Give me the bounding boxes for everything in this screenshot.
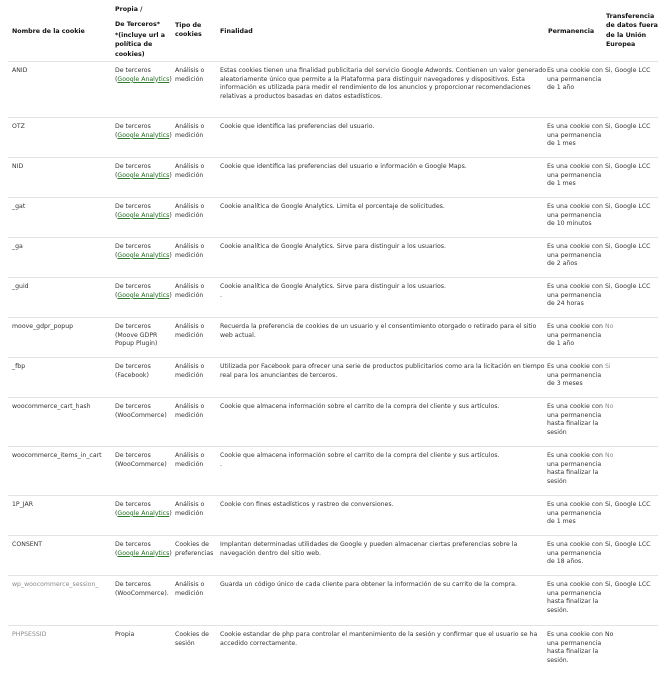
cookie-transfer: Si, Google LCC [605,283,651,290]
cookie-purpose [220,501,550,510]
cookie-name: _guid [12,283,29,290]
cookie-duration: Es una cookie con una permanencia de 1 año [547,67,603,92]
cookie-origin-suffix: ) [169,75,172,83]
cookie-origin-text: De terceros (Moove GDPR Popup Plugin) [115,323,158,348]
cookie-duration: Es una cookie con una permanencia de 1 año [547,323,603,348]
cookie-purpose-text: Cookie que almacena información sobre el carrito de la compra del cliente y sus artículos. [220,452,500,459]
cookie-kind: Cookies de sesión [175,631,209,647]
google-analytics-link[interactable]: Google Analytics [117,75,170,83]
cookie-origin-text: De terceros (Facebook) [115,363,151,379]
cookie-purpose [220,631,550,648]
table-row [8,61,658,118]
cookie-origin [115,123,173,140]
header-origin [115,5,171,66]
cookie-transfer: No [605,631,614,638]
cookie-duration: Es una cookie con una permanencia de 2 años [547,243,603,268]
cookie-origin [115,283,173,300]
cookie-duration: Es una cookie con una permanencia de 1 mes [547,501,603,526]
cookie-origin-text: De terceros ( [115,243,151,259]
cookie-purpose [220,283,550,300]
header-origin-line1: Propia / [115,6,143,13]
cookie-kind: Análisis o medición [175,581,205,597]
google-analytics-link[interactable]: Google Analytics [117,291,170,299]
google-analytics-link[interactable]: Google Analytics [117,509,170,517]
cookie-transfer: Si, Google LCC [605,501,651,508]
cookie-origin [115,243,173,260]
cookie-origin [115,631,173,640]
google-analytics-link[interactable]: Google Analytics [117,171,170,179]
cookie-origin-text: De terceros ( [115,541,151,557]
cookie-origin-suffix: ) [169,251,172,259]
header-transfer: Transferencia de datos fuera de la Unión Europea [606,13,658,49]
cookie-purpose-text: Utilizada por Facebook para ofrecer una serie de productos publicitarios como ara la licitación en tiempo real para los anunciantes de terceros. [220,363,545,379]
cookie-duration: Es una cookie con una permanencia de 10 minutos [547,203,603,228]
cookie-transfer: No [605,403,614,410]
cookie-kind: Análisis o medición [175,163,205,179]
cookie-name: woocommerce_cart_hash [12,403,91,410]
cookie-origin-suffix: ) [169,509,172,517]
table-row [8,575,658,626]
cookie-origin [115,452,173,469]
cookie-transfer: Si [605,363,611,370]
cookie-purpose-extra: . [220,291,222,299]
header-origin-note: *(incluye url a política de cookies) [115,31,165,58]
cookie-purpose-text: Cookie analítica de Google Analytics. Sirve para distinguir a los usuarios. [220,243,446,250]
cookie-transfer: Si, Google LCC [605,163,651,170]
cookie-purpose-text: Implantan determinadas utilidades de Google y pueden almacenar ciertas preferencias sobre la navegación dentro del sitio web. [220,541,518,557]
cookie-transfer: Si, Google LCC [605,581,651,588]
google-analytics-link[interactable]: Google Analytics [117,251,170,259]
cookie-kind: Análisis o medición [175,403,205,419]
header-duration: Permanencia [548,28,595,35]
cookie-name: ANID [12,67,28,74]
cookie-purpose [220,323,550,340]
header-name: Nombre de la cookie [12,28,85,35]
table-row [8,446,658,496]
cookie-purpose-text: Estas cookies tienen una finalidad publicitaria del servicio Google Adwords. Contienen un valor generado aleatoriamente único que permite a la Plataforma para distinguir navegadores y dispositivos. Esta información es utilizada para medir el rendimiento de los anuncios y proporcionar recomendaciones relativas a productos basadas en datos estadísticos. [220,67,547,101]
cookie-duration: Es una cookie con una permanencia hasta finalizar la sesión. [547,631,603,665]
cookie-origin-suffix: ) [169,131,172,139]
cookie-origin-text: De terceros ( [115,123,151,139]
cookie-duration: Es una cookie con una permanencia hasta finalizar la sesión [547,452,603,486]
cookie-origin-text: De terceros ( [115,203,151,219]
cookie-transfer: No [605,323,614,330]
cookie-origin-suffix: ) [169,291,172,299]
cookie-purpose-text: Cookie que identifica las preferencias del usuario. [220,123,375,130]
cookie-name: OTZ [12,123,25,130]
cookie-origin-text: De terceros ( [115,163,151,179]
cookie-duration: Es una cookie con una permanencia de 1 mes [547,123,603,148]
cookie-purpose [220,243,550,252]
cookie-kind: Análisis o medición [175,203,205,219]
table-row [8,277,658,318]
cookie-purpose [220,163,550,172]
cookie-name: _ga [12,243,23,250]
cookie-duration: Es una cookie con una permanencia de 18 años. [547,541,603,566]
cookie-origin [115,163,173,180]
cookie-purpose [220,123,550,132]
cookie-purpose-text: Guarda un código único de cada cliente para obtener la información de su carrito de la compra. [220,581,517,588]
cookie-transfer: Si, Google LCC [605,203,651,210]
cookie-kind: Análisis o medición [175,243,205,259]
cookie-purpose [220,581,550,590]
google-analytics-link[interactable]: Google Analytics [117,211,170,219]
cookie-transfer: Si, Google LCC [605,123,651,130]
cookie-origin [115,501,173,518]
header-kind: Tipo de cookies [175,22,202,39]
cookie-purpose-text: Recuerda la preferencia de cookies de un usuario y el consentimiento otorgado o retirado para el sitio web actual. [220,323,537,339]
cookie-kind: Cookies de preferencias [175,541,214,557]
cookie-kind: Análisis o medición [175,67,205,83]
cookie-purpose [220,203,550,212]
cookie-origin [115,403,173,420]
table-row [8,117,658,158]
cookie-origin-text: De terceros ( [115,283,151,299]
google-analytics-link[interactable]: Google Analytics [117,131,170,139]
google-analytics-link[interactable]: Google Analytics [117,549,170,557]
cookie-purpose-text: Cookie que identifica las preferencias del usuario e información e Google Maps. [220,163,467,170]
cookie-duration: Es una cookie con una permanencia de 1 mes [547,163,603,188]
table-row [8,397,658,447]
cookie-name: moove_gdpr_popup [12,323,74,330]
cookie-origin-suffix: ) [169,171,172,179]
table-row [8,157,658,198]
cookie-kind: Análisis o medición [175,123,205,139]
cookie-name: woocommerce_items_in_cart [12,452,102,459]
cookie-origin-text: De terceros ( [115,501,151,517]
cookie-origin [115,363,173,380]
table-row [8,495,658,536]
cookie-name: _gat [12,203,26,210]
cookie-origin [115,581,173,598]
cookie-purpose [220,363,550,380]
cookie-kind: Análisis o medición [175,323,205,339]
cookie-name: _fbp [12,363,26,370]
cookie-origin-suffix: ) [169,549,172,557]
cookie-origin-suffix: ) [169,211,172,219]
cookie-kind: Análisis o medición [175,452,205,468]
cookie-purpose-text: Cookie con fines estadísticos y rastreo de conversiones. [220,501,394,508]
cookie-purpose-text: Cookie estandar de php para controlar el mantenimiento de la sesión y confirmar que el usuario se ha accedido correctamente. [220,631,538,647]
cookie-kind: Análisis o medición [175,501,205,517]
cookie-transfer: Si, Google LCC [605,243,651,250]
cookie-duration: Es una cookie con una permanencia de 24 horas [547,283,603,308]
cookie-duration: Es una cookie con una permanencia de 3 meses [547,363,603,388]
cookie-kind: Análisis o medición [175,283,205,299]
cookie-purpose [220,403,550,412]
cookie-purpose [220,452,550,469]
cookie-purpose [220,67,550,102]
cookie-origin-text: Propia [115,631,135,638]
cookie-name: PHPSESSID [12,631,47,638]
cookie-origin-text: De terceros (WooCommerce) [115,403,167,419]
cookie-origin-text: De terceros ( [115,67,151,83]
header-purpose: Finalidad [220,28,253,35]
cookie-origin-text: De terceros (WooCommerce). [115,581,169,597]
cookie-origin [115,323,173,349]
cookie-origin [115,203,173,220]
table-row [8,237,658,278]
cookie-purpose-text: Cookie que almacena información sobre el carrito de la compra del cliente y sus artículos. [220,403,500,410]
cookie-purpose [220,541,550,558]
table-row [8,317,658,358]
cookie-duration: Es una cookie con una permanencia hasta finalizar la sesión [547,403,603,437]
cookie-origin [115,541,173,558]
table-row [8,625,658,677]
cookie-name: CONSENT [12,541,43,548]
table-row [8,535,658,576]
cookie-kind: Análisis o medición [175,363,205,379]
cookie-name: 1P_JAR [12,501,34,508]
cookie-name: wp_woocommerce_session_ [12,581,99,588]
cookie-duration: Es una cookie con una permanencia hasta finalizar la sesión. [547,581,603,615]
cookie-purpose-text: Cookie analítica de Google Analytics. Sirve para distinguir a los usuarios. [220,283,446,290]
cookie-transfer: No [605,452,614,459]
cookie-origin-text: De terceros (WooCommerce) [115,452,167,468]
cookie-transfer: Si, Google LCC [605,541,651,548]
cookie-origin [115,67,173,84]
cookie-transfer: Si, Google LCC [605,67,651,74]
cookie-name: NID [12,163,24,170]
header-origin-line2: De Terceros* [115,21,161,29]
table-row [8,197,658,238]
cookie-purpose-extra: . [220,460,222,468]
cookie-purpose-text: Cookie analítica de Google Analytics. Limita el porcentaje de solicitudes. [220,203,445,210]
table-row [8,357,658,398]
